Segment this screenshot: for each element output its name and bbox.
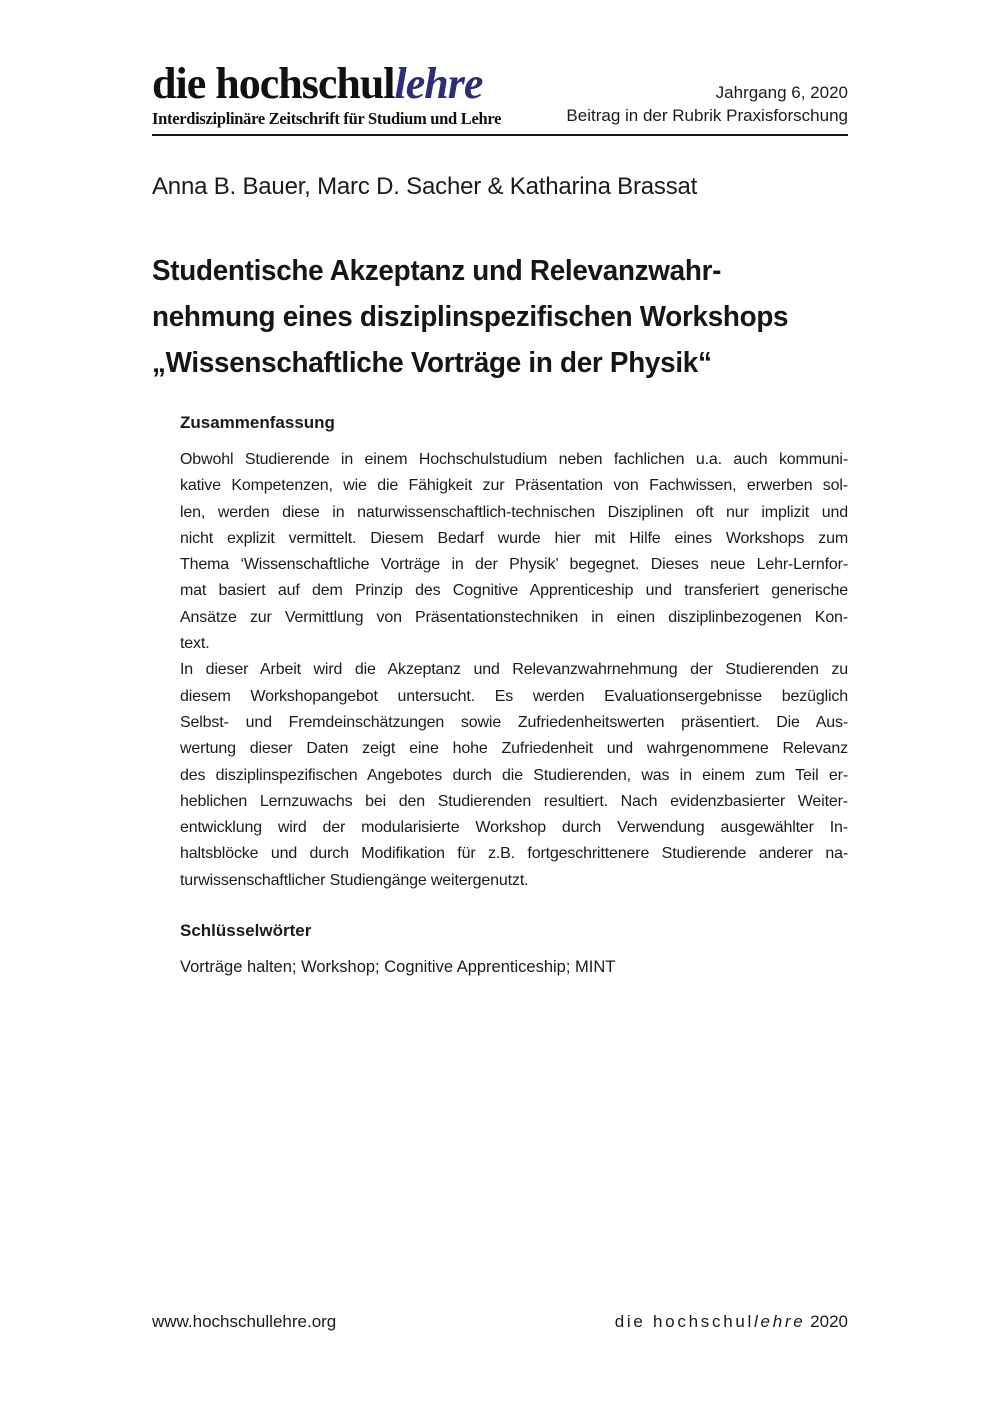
footer-journal-name <box>615 1311 848 1332</box>
abstract-paragraphs <box>180 447 848 894</box>
abstract-line: len, werden diese in naturwissenschaftlich-technischen Disziplinen oft nur implizit und <box>180 503 848 521</box>
footer-journal-black: die hochschul <box>614 1312 755 1331</box>
footer-journal-italic: lehre <box>754 1312 806 1331</box>
journal-url-link[interactable]: www.hochschullehre.org <box>152 1312 337 1331</box>
abstract-line: entwicklung wird der modularisierte Workshop durch Verwendung ausgewählter In- <box>180 819 848 837</box>
journal-logo-black: die hochschul <box>152 59 395 108</box>
journal-logo <box>152 59 502 129</box>
abstract-line: wertung dieser Daten zeigt eine hohe Zufriedenheit und wahrgenommene Relevanz <box>180 740 848 758</box>
abstract-line: mat basiert auf dem Prinzip des Cognitive Apprenticeship und transferiert generische <box>180 582 848 600</box>
abstract-paragraph <box>180 447 848 657</box>
keywords-text: Vorträge halten; Workshop; Cognitive Apprenticeship; MINT <box>180 958 616 977</box>
abstract-paragraph <box>180 657 848 894</box>
journal-masthead <box>152 59 848 136</box>
abstract-line: Thema ‘Wissenschaftliche Vorträge in der Physik’ begegnet. Dieses neue Lehr-Lernfor- <box>180 556 848 574</box>
issue-info <box>566 81 848 129</box>
abstract-line: haltsblöcke und durch Modifikation für z.B. fortgeschrittenere Studierende anderer na- <box>180 845 848 863</box>
keywords-heading: Schlüsselwörter <box>180 921 312 941</box>
abstract-line: text. <box>180 635 210 653</box>
abstract-section <box>180 412 848 978</box>
abstract-line: diesem Workshopangebot untersucht. Es werden Evaluationsergebnisse bezüglich <box>180 687 848 705</box>
abstract-line: des disziplinspezifischen Angebotes durch die Studierenden, was in einem zum Teil er- <box>180 766 848 784</box>
article-title-line: Studentische Akzeptanz und Relevanzwahr- <box>152 255 722 287</box>
page-footer <box>152 1311 848 1332</box>
abstract-heading: Zusammenfassung <box>180 413 335 432</box>
abstract-line: heblichen Lernzuwachs bei den Studierenden resultiert. Nach evidenzbasierter Weiter- <box>180 792 848 810</box>
abstract-line: Ansätze zur Vermittlung von Präsentationstechniken in einen disziplinbezogenen Kon- <box>180 608 848 626</box>
footer-year: 2020 <box>805 1312 848 1331</box>
authors-line: Anna B. Bauer, Marc D. Sacher & Katharina Brassat <box>152 173 698 200</box>
issue-rubric: Beitrag in der Rubrik Praxisforschung <box>566 106 848 125</box>
journal-logo-wordmark <box>152 59 501 108</box>
abstract-line: Selbst- und Fremdeinschätzungen sowie Zufriedenheitswerten präsentiert. Die Aus- <box>180 713 848 731</box>
journal-logo-subtitle: Interdisziplinäre Zeitschrift für Studium und Lehre <box>152 109 502 128</box>
article-title <box>152 248 820 386</box>
abstract-line: kative Kompetenzen, wie die Fähigkeit zur Präsentation von Fachwissen, erwerben sol- <box>180 477 848 495</box>
article-title-line: nehmung eines disziplinspezifischen Workshops <box>152 301 789 333</box>
abstract-line: nicht explizit vermittelt. Diesem Bedarf wurde hier mit Hilfe eines Workshops zum <box>180 529 848 547</box>
abstract-line: turwissenschaftlicher Studiengänge weitergenutzt. <box>180 871 529 889</box>
abstract-line: Obwohl Studierende in einem Hochschulstudium neben fachlichen u.a. auch kommuni- <box>180 451 848 468</box>
issue-volume: Jahrgang 6, 2020 <box>715 83 848 102</box>
article-title-line: „Wissenschaftliche Vorträge in der Physik“ <box>152 347 712 379</box>
abstract-line: In dieser Arbeit wird die Akzeptanz und Relevanzwahrnehmung der Studierenden zu <box>180 661 848 679</box>
journal-logo-blue: lehre <box>394 59 483 108</box>
